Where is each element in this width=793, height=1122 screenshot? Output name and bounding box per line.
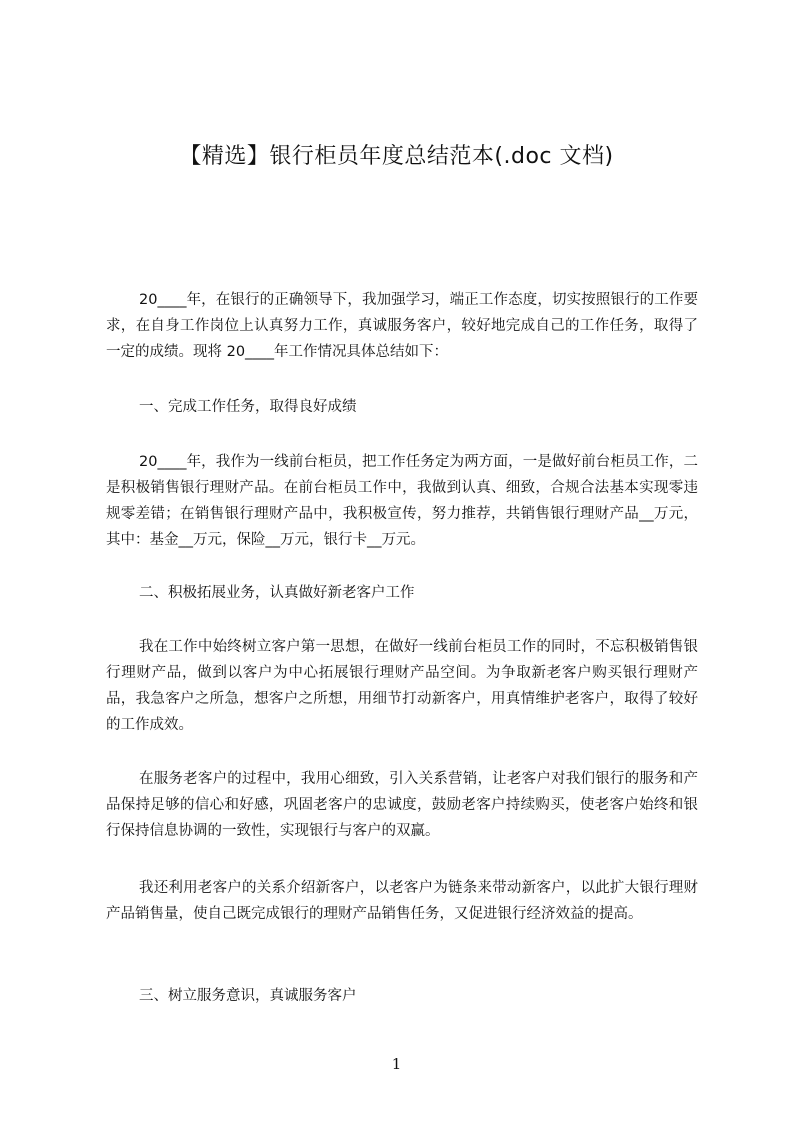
page-number: 1 [391, 1055, 402, 1073]
paragraph-section-1: 20____年，我作为一线前台柜员，把工作任务定为两方面，一是做好前台柜员工作，二是积极销售银行理财产品。在前台柜员工作中，我做到认真、细致，合规合法基本实现零违规零差错；在销售银行理财产品中，我积极宣传，努力推荐，共销售银行理财产品__万元，其中：基金__万元，保险__万元，银行卡__万元。 [106, 454, 698, 548]
document-title: 【精选】银行柜员年度总结范本(.doc 文档) [179, 144, 614, 169]
section-heading-2: 二、积极拓展业务，认真做好新老客户工作 [139, 585, 415, 601]
paragraph-intro: 20____年，在银行的正确领导下，我加强学习，端正工作态度，切实按照银行的工作要求，在自身工作岗位上认真努力工作，真诚服务客户，较好地完成自己的工作任务，取得了一定的成绩。现将 20____年工作情况具体总结如下： [106, 292, 698, 360]
section-heading-3: 三、树立服务意识，真诚服务客户 [139, 988, 357, 1004]
paragraph-section-2b: 在服务老客户的过程中，我用心细致，引入关系营销，让老客户对我们银行的服务和产品保持足够的信心和好感，巩固老客户的忠诚度，鼓励老客户持续购买，使老客户始终和银行保持信息协调的一致性，实现银行与客户的双赢。 [106, 771, 698, 839]
paragraph-section-2c: 我还利用老客户的关系介绍新客户，以老客户为链条来带动新客户，以此扩大银行理财产品销售量，使自己既完成银行的理财产品销售任务，又促进银行经济效益的提高。 [106, 880, 698, 922]
section-heading-1: 一、完成工作任务，取得良好成绩 [139, 399, 357, 415]
paragraph-section-2a: 我在工作中始终树立客户第一思想，在做好一线前台柜员工作的同时，不忘积极销售银行理财产品，做到以客户为中心拓展银行理财产品空间。为争取新老客户购买银行理财产品，我急客户之所急，想客户之所想，用细节打动新客户，用真情维护老客户，取得了较好的工作成效。 [106, 639, 698, 733]
